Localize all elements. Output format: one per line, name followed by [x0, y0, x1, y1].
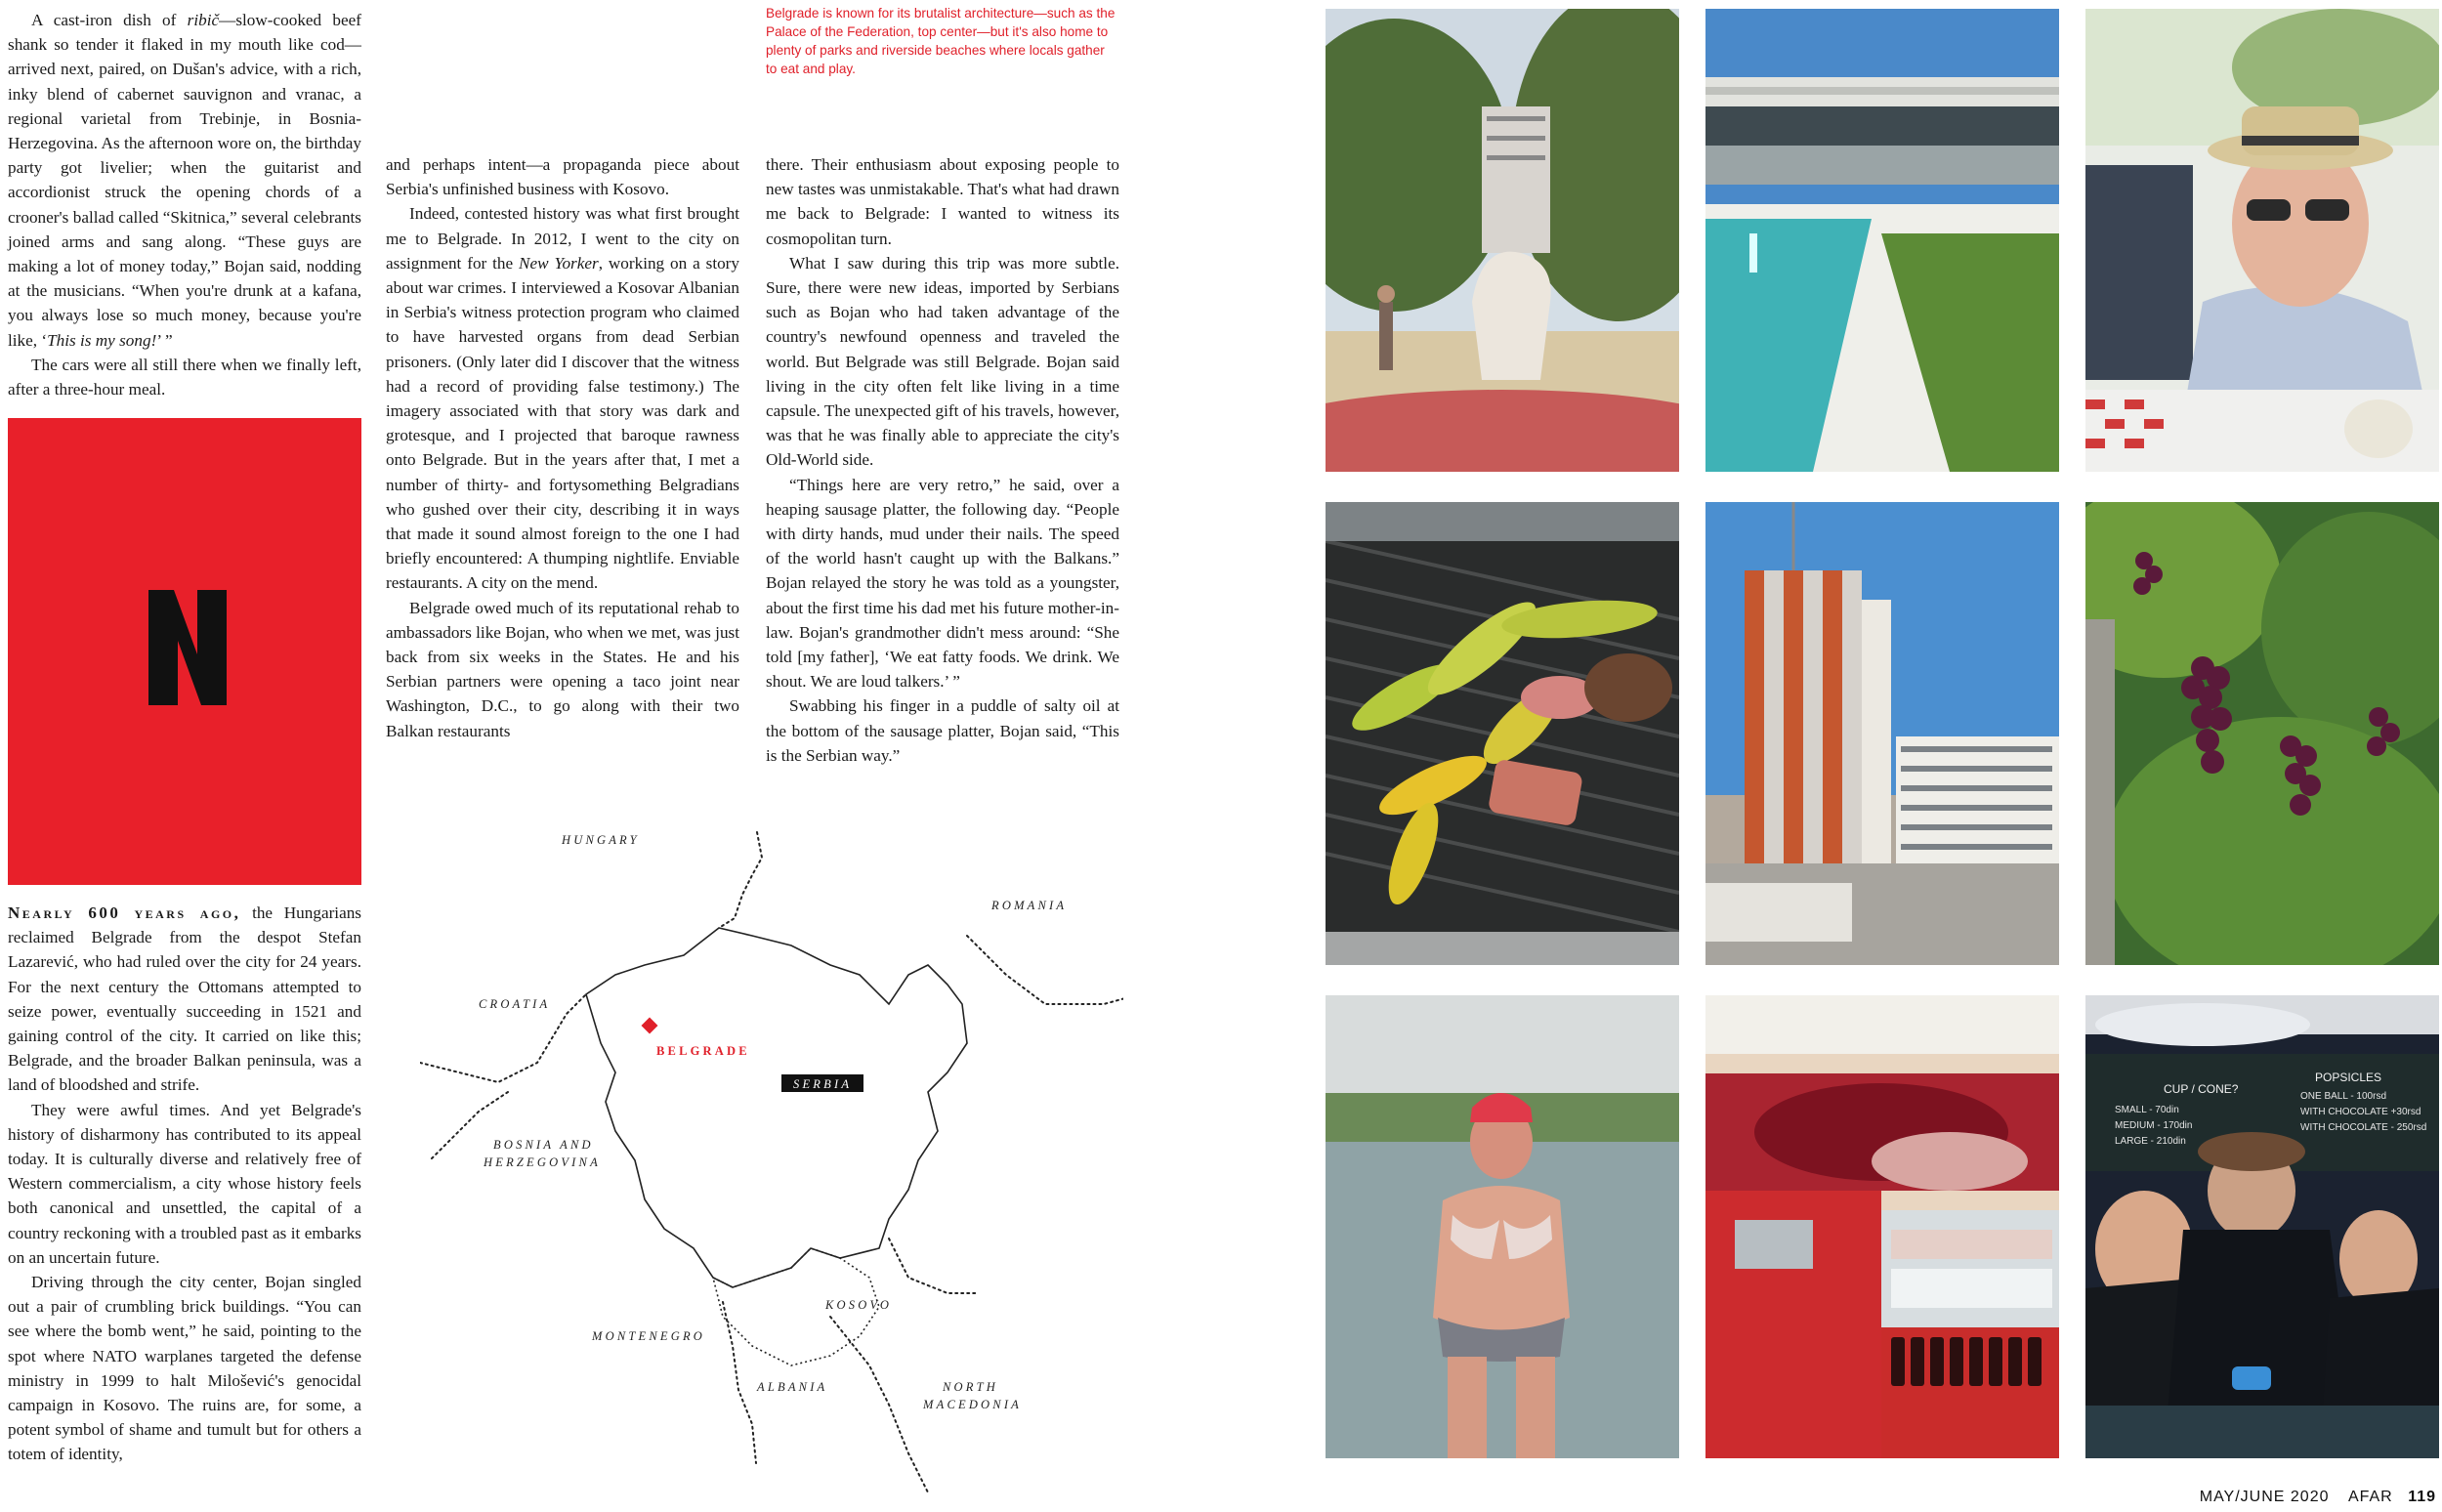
shop-sign-large: LARGE - 210din — [2115, 1136, 2186, 1147]
article-column-1-bottom — [8, 901, 361, 1467]
article-column-2 — [386, 152, 739, 743]
map-label-kosovo: KOSOVO — [825, 1298, 893, 1312]
map-label-belgrade: BELGRADE — [656, 1044, 750, 1058]
shop-sign-medium: MEDIUM - 170din — [2115, 1120, 2193, 1131]
ice-cream-shop-photo — [2085, 995, 2439, 1458]
map-label-bosnia-line2: HERZEGOVINA — [484, 1155, 601, 1169]
serbia-outline — [586, 928, 967, 1287]
shop-sign-small: SMALL - 70din — [2115, 1105, 2179, 1115]
paragraph: Indeed, contested history was what first brought me to Belgrade. In 2012, I went to the city on assignment for the New Yorker, working on a story about war crimes. I interviewed a Kosovar Albanian in Serbia's witness protection program who claimed to have harvested organs from dead Serbian prisoners. (Only later did I discover that the witness had a record of providing false testimony.) The imagery associated with that story was dark and grotesque, and I projected that baroque rawness onto Belgrade. But in the years after that, I met a number of thirty- and fortysomething Belgradians who gushed over their city, describing it in ways that made it sound almost foreign to the one I had briefly encountered: A thumping nightlife. Enviable restaurants. A city on the mend. — [386, 204, 740, 593]
paragraph: Driving through the city center, Bojan singled out a pair of crumbling brick buildings. “You can see where the bomb went,” he said, pointing to the spot where NATO warplanes targeted the defense ministry in 1999 to halt Milošević's genocidal campaign in Kosovo. The ruins are, for some, a potent symbol of shame and tumult but for others a totem of identity, — [8, 1273, 361, 1464]
map-label-serbia: SERBIA — [793, 1077, 853, 1091]
shop-sign-ball: ONE BALL - 100rsd — [2300, 1091, 2387, 1102]
page-footer — [2200, 1489, 2436, 1506]
map-label-hungary: HUNGARY — [562, 833, 640, 847]
shop-sign-choc: WITH CHOCOLATE +30rsd — [2300, 1107, 2421, 1117]
tower-block-photo — [1705, 502, 2059, 965]
paragraph: Belgrade owed much of its reputational rehab to ambassadors like Bojan, who when we met, was just back from six weeks in the States. He and his Serbian partners were opening a taco joint near Washington, D.C., to go along with their two Balkan restaurants — [386, 598, 739, 740]
article-column-3 — [766, 152, 1119, 768]
palace-federation-photo — [1705, 9, 2059, 472]
map-label-montenegro: MONTENEGRO — [592, 1329, 706, 1343]
paragraph: The cars were all still there when we finally left, after a three-hour meal. — [8, 355, 361, 399]
shop-sign-cup: CUP / CONE? — [2164, 1082, 2239, 1096]
map-label-macedonia-line1: NORTH — [943, 1380, 998, 1394]
grapevine-photo — [2085, 502, 2439, 965]
paragraph: Nearly 600 years ago, the Hungarians reclaimed Belgrade from the despot Stefan Lazarević, who had ruled over the city for 24 years. For the next century the Ottomans attempted to seize power, eventually succeeding in 1521 and gaining control of the city. It carried on like this; Belgrade, and the broader Balkan peninsula, was a land of bloodshed and strife. — [8, 903, 361, 1095]
map-label-romania: ROMANIA — [991, 899, 1068, 912]
article-column-1 — [8, 8, 361, 401]
page-number: 119 — [2408, 1489, 2436, 1505]
issue-date: MAY/JUNE 2020 — [2199, 1489, 2330, 1505]
dropcap-box — [8, 418, 361, 885]
shop-sign-choc2: WITH CHOCOLATE - 250rsd — [2300, 1122, 2427, 1133]
photo-caption: Belgrade is known for its brutalist architecture—such as the Palace of the Federation, top center—but it's also home to plenty of parks and riverside beaches where locals gather to eat and play. — [766, 6, 1116, 76]
lead-in: Nearly 600 years ago, — [8, 903, 241, 922]
paragraph: Swabbing his finger in a puddle of salty oil at the bottom of the sausage platter, Bojan said, “This is the Serbian way.” — [766, 696, 1119, 765]
map-label-croatia: CROATIA — [479, 997, 551, 1011]
swimmer-woman-photo — [1326, 995, 1679, 1458]
serbia-map — [420, 819, 1123, 1502]
paragraph: and perhaps intent—a propaganda piece about Serbia's unfinished business with Kosovo. — [386, 155, 739, 199]
paragraph: “Things here are very retro,” he said, over a heaping sausage platter, the following day. “People with dirty hands, mud under their nails. The speed of the world hasn't caught up with the Balkans.” Bojan relayed the story he was told as a youngster, about the first time his dad met his future mother-in-law. Bojan's grandmother didn't mess around: “She told [my father], ‘We eat fatty foods. We drink. We shout. We are loud talkers.’ ” — [766, 475, 1119, 692]
dropcap-n-glyph — [148, 590, 227, 705]
magazine-name: AFAR — [2347, 1489, 2393, 1505]
paragraph: there. Their enthusiasm about exposing people to new tastes was unmistakable. That's what had drawn me back to Belgrade: I wanted to witness its cosmopolitan turn. — [766, 155, 1119, 248]
butcher-counter-photo — [1705, 995, 2059, 1458]
grill-peppers-photo — [1326, 502, 1679, 965]
map-label-bosnia-line1: BOSNIA AND — [493, 1138, 594, 1152]
paragraph: What I saw during this trip was more subtle. Sure, there were new ideas, imported by Serbians such as Bojan who had taken advantage of the country's newfound openness and traveled the world. But Belgrade was still Belgrade. Bojan said living in the city often felt like living in a time capsule. The unexpected gift of his travels, however, was that he was finally able to appreciate the city's Old-World side. — [766, 253, 1119, 470]
belgrade-marker — [642, 1018, 658, 1034]
paragraph: They were awful times. And yet Belgrade's history of disharmony has contributed to its appeal today. It is culturally diverse and relatively free of Western commercialism, a city whose history feels both canonical and unsettled, the capital of a country reckoning with a troubled past as it embarks on an uncertain future. — [8, 1100, 361, 1267]
park-sculpture-photo — [1326, 9, 1679, 472]
paragraph: A cast-iron dish of ribič—slow-cooked beef shank so tender it flaked in my mouth like cod—arrived next, paired, on Dušan's advice, with a rich, inky blend of cabernet sauvignon and vranac, a regional varietal from Trebinje, in Bosnia-Herzegovina. As the afternoon wore on, the birthday party got livelier; when the guitarist and accordionist struck the opening chords of a crooner's ballad called “Skitnica,” several celebrants joined arms and sang along. “These guys are making a lot of money today,” Bojan said, nodding at the musicians. “When you're drunk at a kafana, you always lose so much money, because you're like, ‘This is my song!’ ” — [8, 11, 361, 350]
map-label-albania: ALBANIA — [757, 1380, 828, 1394]
shop-sign-popsicles: POPSICLES — [2315, 1071, 2382, 1084]
map-label-macedonia-line2: MACEDONIA — [923, 1398, 1023, 1411]
old-man-hat-photo — [2085, 9, 2439, 472]
